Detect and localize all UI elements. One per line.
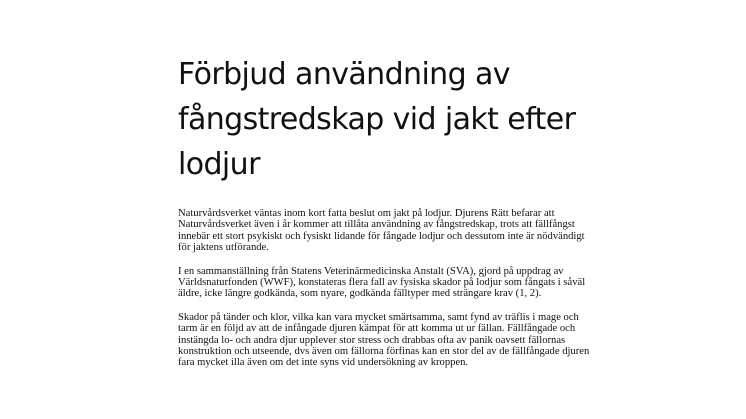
paragraph-3: Skador på tänder och klor, vilka kan vara mycket smärtsamma, samt fynd av träflis i mage och tarm är en följd av att de infångade djuren kämpat för att komma ut ur fällan. Fällfångade och instängda lo- och andra djur upplever stor stress och drabbas ofta av panik oavsett fällornas konstruktion och utseende, dvs även om fällorna förfinas kan en stor del av de fällfångade djuren fara mycket illa även om det inte syns vid undersökning av kroppen.	[178, 311, 590, 369]
paragraph-2: I en sammanställning från Statens Veterinärmedicinska Anstalt (SVA), gjord på uppdrag av Världsnaturfonden (WWF), konstateras flera fall av fysiska skador på lodjur som fångats i såväl äldre, icke längre godkända, som nyare, godkända fälltyper med strängare krav (1, 2).	[178, 265, 586, 300]
article-body	[178, 208, 598, 381]
article-title: Förbjud användning av fångstredskap vid jakt efter lodjur	[178, 57, 576, 182]
paragraph-1: Naturvårdsverket väntas inom kort fatta beslut om jakt på lodjur. Djurens Rätt befarar att Naturvårdsverket även i år kommer att tillåta användning av fångstredskap, trots att fällfångst innebär ett stort psykiskt och fysiskt lidande för fångade lodjur och dessutom inte är nödvändigt för jaktens utförande.	[178, 208, 585, 254]
